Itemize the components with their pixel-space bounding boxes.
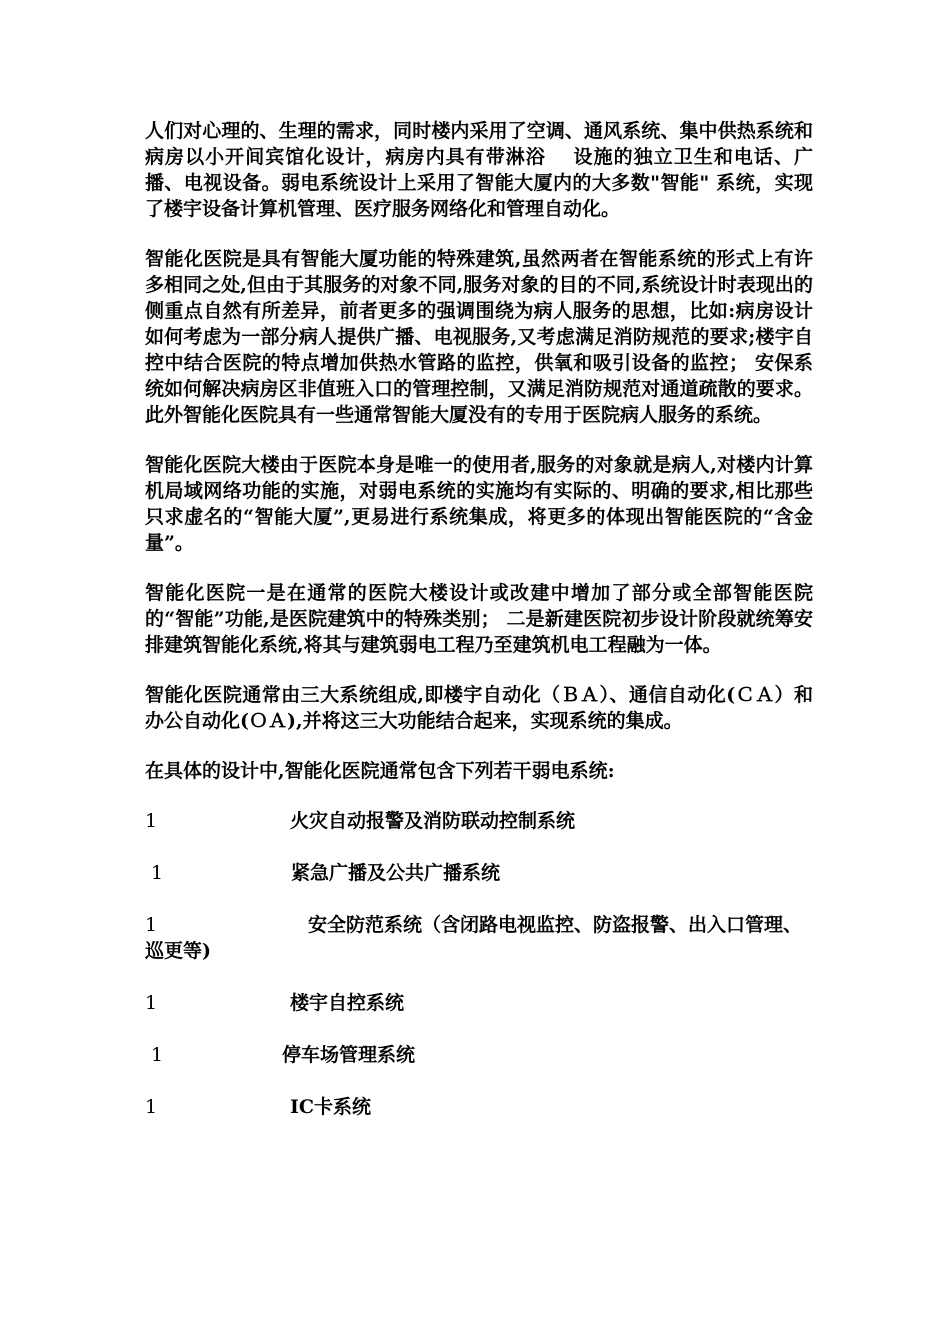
list-item-number: 1: [151, 862, 164, 884]
paragraph-hospital-building-user: 智能化医院大楼由于医院本身是唯一的使用者,服务的对象就是病人,对楼内计算机局域网络功能的实施，对弱电系统的实施均有实际的、明确的要求,相比那些只求虚名的“智能大厦”,更易进行系统集成，将更多的体现出智能医院的“含金量”。: [145, 454, 813, 554]
list-item-text: 停车场管理系统: [282, 1044, 416, 1066]
document-page: [145, 118, 813, 1146]
list-item: [145, 990, 813, 1016]
paragraph-hospital-types: 智能化医院一是在通常的医院大楼设计或改建中增加了部分或全部智能医院的“智能”功能,是医院建筑中的特殊类别； 二是新建医院初步设计阶段就统筹安排建筑智能化系统,将其与建筑弱电工程乃至建筑机电工程融为一体。: [145, 582, 813, 656]
paragraph-intelligent-hospital-definition: 智能化医院是具有智能大厦功能的特殊建筑,虽然两者在智能系统的形式上有许多相同之处,但由于其服务的对象不同,服务对象的目的不同,系统设计时表现出的侧重点自然有所差异，前者更多的强调围绕为病人服务的思想，比如:病房设计如何考虑为一部分病人提供广播、电视服务,又考虑满足消防规范的要求;楼宇自控中结合医院的特点增加供热水管路的监控，供氧和吸引设备的监控； 安保系统如何解决病房区非值班入口的管理控制，又满足消防规范对通道疏散的要求。此外智能化医院具有一些通常智能大厦没有的专用于医院病人服务的系统。: [145, 248, 813, 426]
list-item-text: 楼宇自控系统: [290, 992, 405, 1014]
paragraph-list-intro: 在具体的设计中,智能化医院通常包含下列若干弱电系统:: [145, 760, 615, 782]
list-item: [145, 860, 813, 886]
list-item-number: 1: [145, 992, 158, 1014]
paragraph-three-systems: 智能化医院通常由三大系统组成,即楼宇自动化（ＢＡ）、通信自动化(ＣＡ）和办公自动化(ＯＡ),并将这三大功能结合起来，实现系统的集成。: [145, 684, 813, 732]
list-item: [145, 808, 813, 834]
list-item-text: 火灾自动报警及消防联动控制系统: [290, 810, 576, 832]
list-item: [145, 1042, 813, 1068]
list-item: [145, 912, 813, 964]
list-item-number: 1: [145, 1096, 158, 1118]
list-item-number: 1: [145, 810, 158, 832]
list-item-text: 紧急广播及公共广播系统: [291, 862, 501, 884]
list-item: [145, 1094, 813, 1120]
list-item-number: 1: [145, 914, 158, 936]
paragraph-hospital-needs: 人们对心理的、生理的需求，同时楼内采用了空调、通风系统、集中供热系统和病房以小开间宾馆化设计，病房内具有带淋浴 设施的独立卫生和电话、广播、电视设备。弱电系统设计上采用了智能大厦内的大多数"智能" 系统，实现了楼宇设备计算机管理、医疗服务网络化和管理自动化。: [145, 120, 813, 220]
list-item-number: 1: [151, 1044, 164, 1066]
list-item-text: 安全防范系统（含闭路电视监控、防盗报警、出入口管理、巡更等): [145, 914, 803, 962]
list-item-text: IC卡系统: [290, 1096, 372, 1118]
